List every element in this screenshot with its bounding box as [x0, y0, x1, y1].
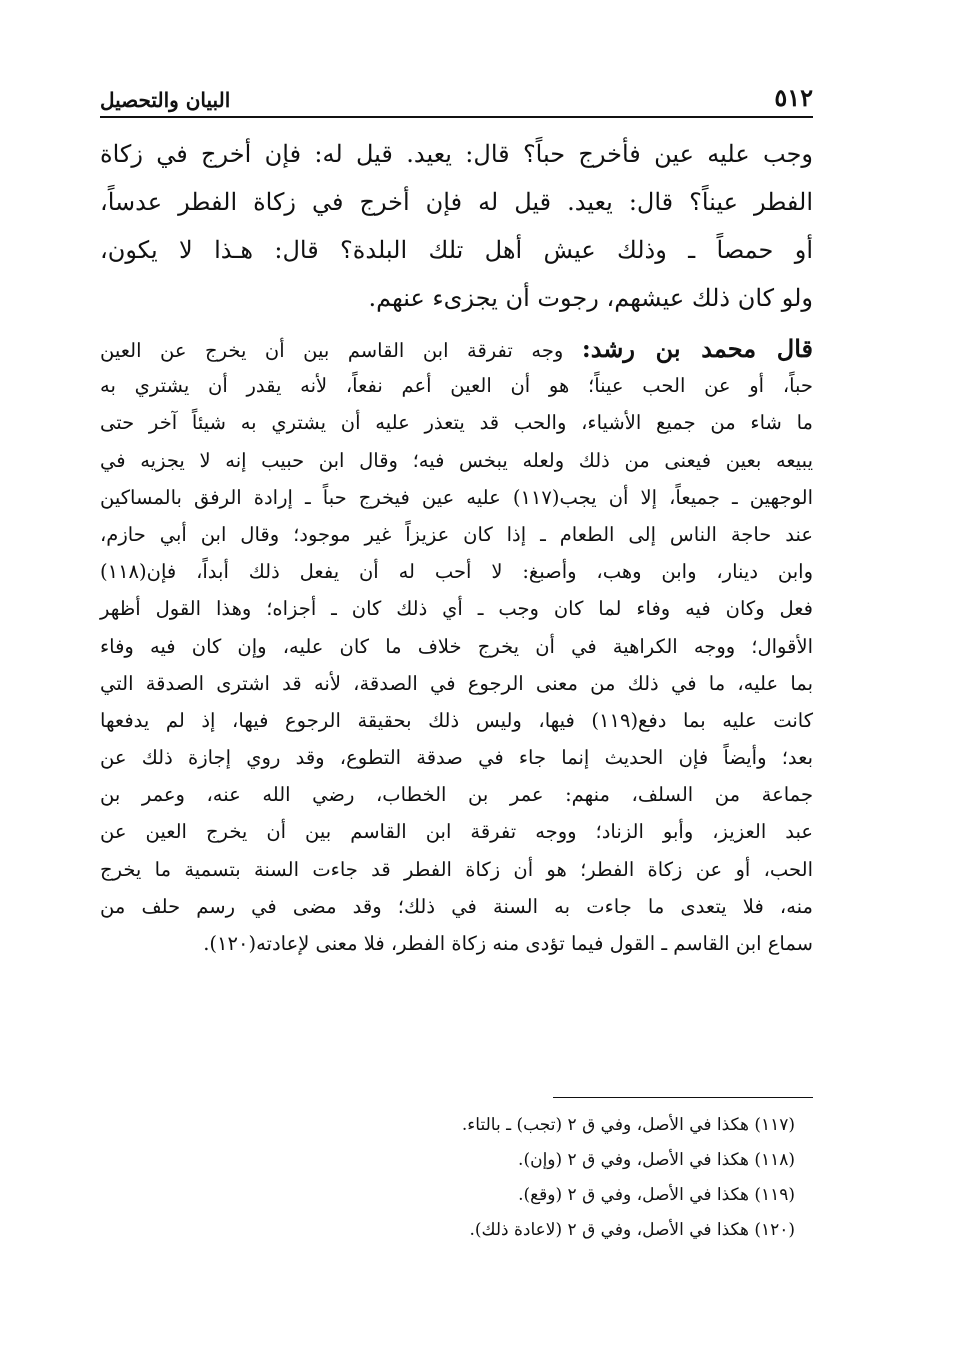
- text-line: الأقوال؛ ووجه الكراهية في أن يخرج خلاف ما كان عليه، وإن كان فيه وفاء: [100, 634, 813, 658]
- text-line: ما شاء من جميع الأشياء، والحب قد يتعذر عليه أن يشتري به شيئاً آخر حتى: [100, 411, 813, 435]
- text-line: سماع ابن القاسم ـ القول فيما تؤدى منه زكاة الفطر، فلا معنى لإعادته(١٢٠).: [203, 932, 813, 955]
- footnote: (١١٧) هكذا في الأصل، وفي ق ٢ (تجب) ـ بالتاء.: [461, 1115, 795, 1135]
- text-line: فعل وكان فيه وفاء لما كان وجب ـ أي ذلك كان ـ أجزاه؛ وهذا القول أظهر: [100, 597, 813, 621]
- commentary-text: [100, 330, 813, 962]
- question-text: [100, 130, 813, 322]
- text-line: يبيعه بعين فيعنى من ذلك ولعله يبخس فيه؛ وقال ابن حبيب إنه لا يجزيه في: [100, 448, 813, 472]
- footnote: (١١٨) هكذا في الأصل، وفي ق ٢ (وإن).: [518, 1150, 795, 1170]
- text-line: منه، فلا يتعدى ما جاءت به السنة في ذلك؛ وقد مضى في رسم حلف من: [100, 894, 813, 918]
- text-line: بعد؛ وأيضاً فإن الحديث إنما جاء في صدقة التطوع، وقد روي إجازة ذلك عن: [100, 746, 813, 770]
- page-number: ٥١٢: [774, 83, 813, 112]
- speaker-name: قال محمد بن رشد:: [581, 334, 813, 363]
- text-line: عند حاجة الناس إلى الطعام ـ إذا كان عزيزاً غير موجود؛ وقال ابن أبي حازم،: [100, 522, 813, 546]
- text-line: عبد العزيز، وأبو الزناد؛ ووجه تفرقة ابن القاسم بين أن يخرج العين عن: [100, 820, 813, 844]
- text-line: وجب عليه عين فأخرج حباً؟ قال: يعيد. قيل له: فإن أخرج في زكاة: [100, 140, 813, 168]
- footnote: (١٢٠) هكذا في الأصل، وفي ق ٢ (لاعادة ذلك).: [469, 1220, 795, 1240]
- footnote: (١١٩) هكذا في الأصل، وفي ق ٢ (وقع).: [518, 1185, 795, 1205]
- text-line: وابن دينار، وابن وهب، وأصبغ: لا أحب له أن يفعل ذلك أبداً، فإن(١١٨): [100, 560, 813, 584]
- text-line: أو حمصاً ـ وذلك عيش أهل تلك البلدة؟ قال: هـذا لا يكون،: [100, 236, 813, 264]
- footnotes: [462, 1108, 795, 1248]
- commentary-first-line: قال محمد بن رشد: وجه تفرقة ابن القاسم بين أن يخرج عن العين: [100, 334, 813, 363]
- text-line: الحب، أو عن زكاة الفطر؛ هو أن زكاة الفطر قد جاءت السنة بتسمية ما يخرج: [100, 857, 813, 881]
- text-line: بما عليه، ما في ذلك من معنى الرجوع في الصدقة، لأنه قد اشترى الصدقة التي: [100, 671, 813, 695]
- page-header: [100, 78, 813, 118]
- text-line: ولو كان ذلك عيشهم، رجوت أن يجزىء عنهم.: [368, 284, 813, 312]
- text-line: الوجهين ـ جميعاً، إلا أن يجب(١١٧) عليه عين فيخرج حباً ـ إرادة الرفق بالمساكين: [100, 485, 813, 509]
- book-title: البيان والتحصيل: [100, 88, 231, 112]
- text-line: الفطر عيناً؟ قال: يعيد. قيل له فإن أخرج في زكاة الفطر عدساً،: [100, 188, 813, 216]
- text-line: جماعة من السلف، منهم: عمر بن الخطاب، رضي الله عنه، وعمر بن: [100, 783, 813, 807]
- text-line: حباً، أو عن الحب عيناً؛ هو أن العين أعم نفعاً، لأنه يقدر أن يشتري به: [100, 374, 813, 398]
- text-line: كانت عليه بما دفع(١١٩) فيها، وليس ذلك بحقيقة الرجوع فيها، إذ لم يدفعها: [100, 708, 813, 732]
- footnote-divider: [553, 1097, 813, 1098]
